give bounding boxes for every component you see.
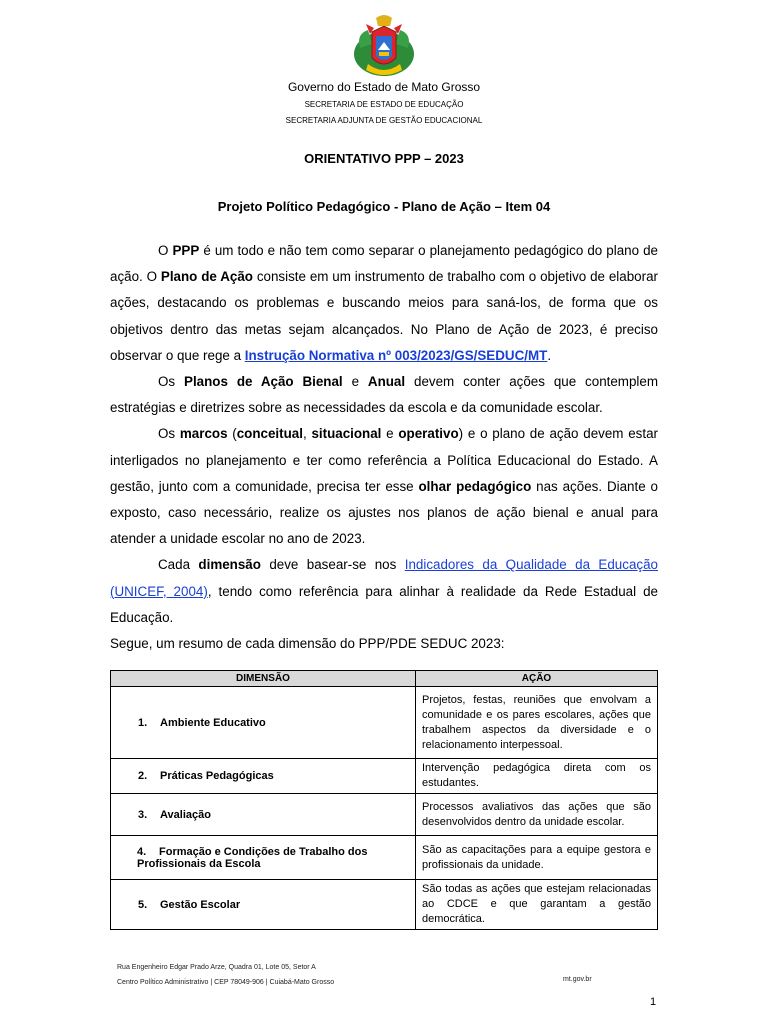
dimension-cell: 2. Práticas Pedagógicas [111,759,416,794]
secretariat-name: SECRETARIA DE ESTADO DE EDUCAÇÃO [304,100,464,109]
paragraph-dimensions: Cada dimensão deve basear-se nos Indicadores da Qualidade da Educação (UNICEF, 2004), tendo como referência para alinhar à realidade da Rede Estadual de Educação. [110,557,658,625]
dimension-cell: 5. Gestão Escolar [111,880,416,930]
paragraph-ppp: O PPP é um todo e não tem como separar o planejamento pedagógico do plano de ação. O Plano de Ação consiste em um instrumento de trabalho com o objetivo de elaborar ações, destacando os problemas e buscando meios para saná-los, de forma que os objetivos dentro das metas sejam alcançados. No Plano de Ação de 2023, é preciso observar o que rege a Instrução Normativa nº 003/2023/GS/SEDUC/MT. [110,243,658,363]
page-number: 1 [650,996,657,1008]
state-coat-of-arms-icon [346,14,422,80]
quality-indicators-link[interactable]: Indicadores da Qualidade da Educação (UNICEF, 2004) [110,557,658,599]
footer-address-line1: Rua Engenheiro Edgar Prado Arze, Quadra 01, Lote 05, Setor A [117,964,316,971]
table-row [111,794,658,836]
action-cell: Intervenção pedagógica direta com os estudantes. [416,759,658,794]
paragraph-summary-intro: Segue, um resumo de cada dimensão do PPP/PDE SEDUC 2023: [110,636,505,652]
table-row [111,836,658,880]
adjunct-secretariat-name: SECRETARIA ADJUNTA DE GESTÃO EDUCACIONAL [285,116,483,125]
government-name: Governo do Estado de Mato Grosso [287,80,481,94]
column-header-dimension: DIMENSÃO [111,671,416,687]
action-cell: Processos avaliativos das ações que são desenvolvidos dentro da unidade escolar. [416,794,658,836]
dimension-cell: 4. Formação e Condições de Trabalho dos Profissionais da Escola [111,836,416,880]
paragraph-action-plans: Os Planos de Ação Bienal e Anual devem conter ações que contemplem estratégias e diretrizes sobre as necessidades da escola e da comunidade escolar. [110,374,658,416]
dimensions-table [110,670,658,930]
normative-instruction-link[interactable]: Instrução Normativa nº 003/2023/GS/SEDUC/MT [244,347,548,363]
document-subtitle: Projeto Político Pedagógico - Plano de Ação – Item 04 [217,199,551,214]
table-row [111,880,658,930]
footer-website: mt.gov.br [563,976,592,983]
table-row [111,759,658,794]
dimension-cell: 3. Avaliação [111,794,416,836]
document-title: ORIENTATIVO PPP – 2023 [304,151,464,166]
footer-address-line2: Centro Político Administrativo | CEP 78049-906 | Cuiabá-Mato Grosso [117,979,335,986]
action-cell: São as capacitações para a equipe gestora e profissionais da unidade. [416,836,658,880]
dimension-cell: 1. Ambiente Educativo [111,687,416,759]
paragraph-frameworks: Os marcos (conceitual, situacional e operativo) e o plano de ação devem estar interligados no planejamento e ter como referência a Política Educacional do Estado. A gestão, junto com a comunidade, precisa ter esse olhar pedagógico nas ações. Diante o exposto, caso necessário, realize os ajustes nos planos de ação bienal e anual para atender a unidade escolar no ano de 2023. [110,426,658,547]
action-cell: Projetos, festas, reuniões que envolvam a comunidade e os pares escolares, ações que trabalhem aspectos da diversidade e o relacionamento interpessoal. [416,687,658,759]
document-body [110,238,658,657]
column-header-action: AÇÃO [416,671,658,687]
table-row [111,687,658,759]
action-cell: São todas as ações que estejam relacionadas ao CDCE e que garantam a gestão democrática. [416,880,658,930]
table-header-row [111,671,658,687]
